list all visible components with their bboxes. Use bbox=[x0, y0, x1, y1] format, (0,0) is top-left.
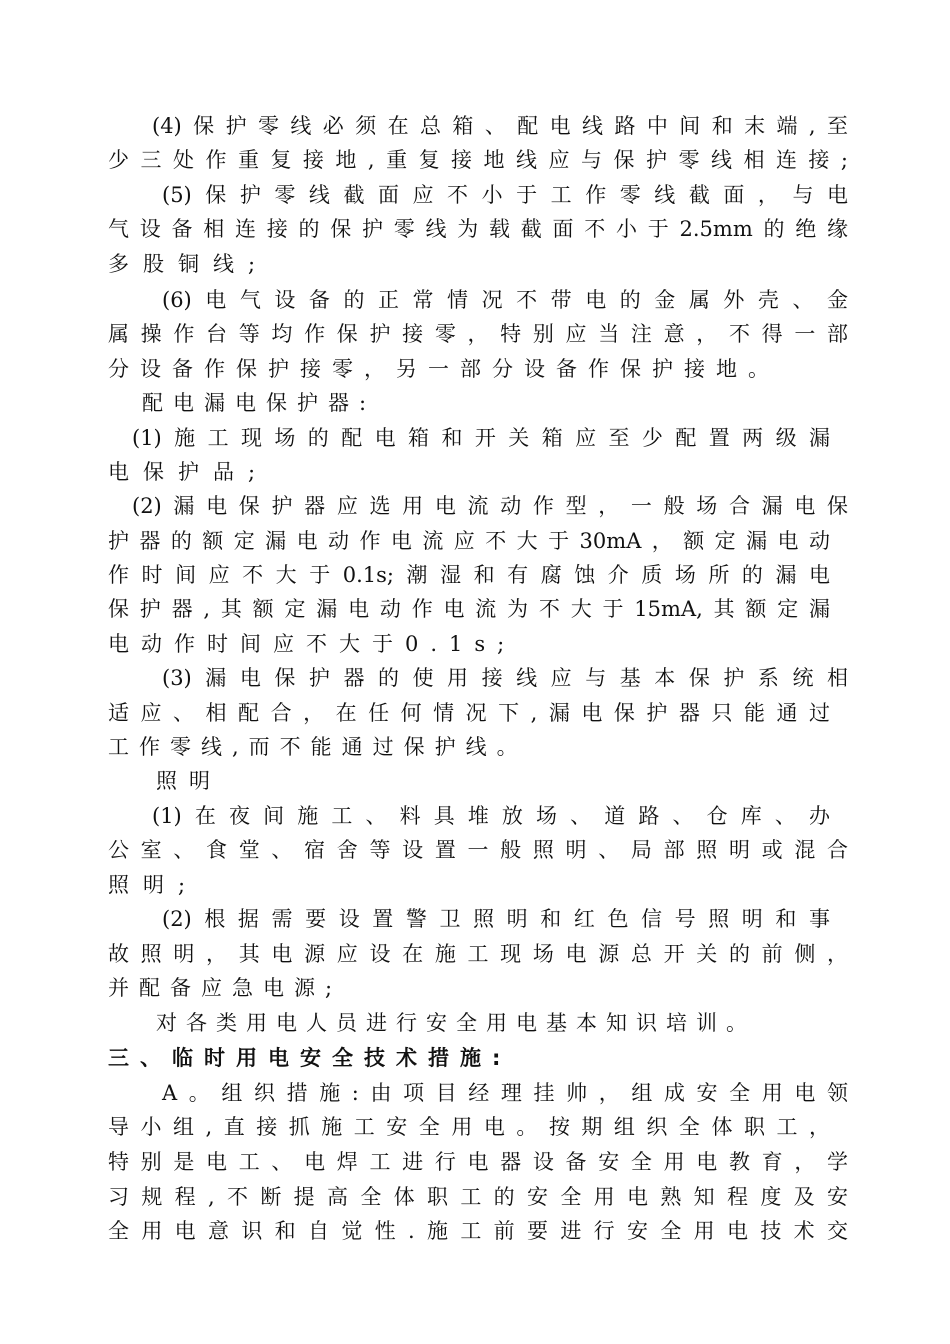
text-line: (6)电气设备的正常情况不带电的金属外壳、金 bbox=[162, 288, 848, 312]
text-line: (5)保护零线截面应不小于工作零线截面，与电 bbox=[162, 183, 848, 207]
text-line: 并配备应急电源; bbox=[108, 976, 343, 1000]
text-line: (2)漏电保护器应选用电流动作型，一般场合漏电保 bbox=[132, 494, 848, 518]
text-line: 属操作台等均作保护接零，特别应当注意，不得一部 bbox=[108, 322, 848, 346]
text-line: 多股铜线; bbox=[108, 252, 270, 276]
text-line: 适应、相配合，在任何情况下,漏电保护器只能通过 bbox=[108, 701, 830, 725]
text-line: 工作零线,而不能通过保护线。 bbox=[108, 735, 528, 759]
text-line: 作时间应不大于0.1s;潮湿和有腐蚀介质场所的漏电 bbox=[108, 563, 830, 587]
text-line: 少三处作重复接地,重复接地线应与保护零线相连接; bbox=[108, 148, 848, 172]
text-line: 保护器,其额定漏电动作电流为不大于15mA,其额定漏 bbox=[108, 597, 830, 621]
text-line: 电保护品; bbox=[108, 460, 270, 484]
text-line: (4)保护零线必须在总箱、配电线路中间和末端,至 bbox=[152, 114, 848, 138]
text-line: (2)根据需要设置警卫照明和红色信号照明和事 bbox=[162, 907, 830, 931]
section-heading: 三、临时用电安全技术措施: bbox=[108, 1046, 512, 1070]
text-line: 分设备作保护接零，另一部分设备作保护接地。 bbox=[108, 357, 780, 381]
text-line: 全用电意识和自觉性.施工前要进行安全用电技术交 bbox=[108, 1219, 848, 1243]
text-line: (1)在夜间施工、料具堆放场、道路、仓库、办 bbox=[152, 804, 830, 828]
text-line: 护器的额定漏电动作电流应不大于30mA，额定漏电动 bbox=[108, 529, 830, 553]
text-line: 电动作时间应不大于0.1s; bbox=[108, 632, 517, 656]
text-line: 特别是电工、电焊工进行电器设备安全用电教育，学 bbox=[108, 1150, 848, 1174]
text-line: (3)漏电保护器的使用接线应与基本保护系统相 bbox=[162, 666, 848, 690]
text-line: 习规程,不断提高全体职工的安全用电熟知程度及安 bbox=[108, 1185, 848, 1209]
text-line: 气设备相连接的保护零线为载截面不小于2.5mm的绝缘 bbox=[108, 217, 848, 241]
text-line: A。组织措施:由项目经理挂帅，组成安全用电领 bbox=[162, 1081, 848, 1105]
section-heading: 照明 bbox=[156, 769, 222, 793]
text-line: 照明; bbox=[108, 873, 200, 897]
text-line: 对各类用电人员进行安全用电基本知识培训。 bbox=[156, 1011, 756, 1035]
text-line: (1)施工现场的配电箱和开关箱应至少配置两级漏 bbox=[132, 426, 830, 450]
text-line: 故照明，其电源应设在施工现场电源总开关的前侧， bbox=[108, 942, 848, 966]
section-heading: 配电漏电保护器: bbox=[142, 391, 377, 415]
text-line: 导小组,直接抓施工安全用电。按期组织全体职工， bbox=[108, 1115, 830, 1139]
text-line: 公室、食堂、宿舍等设置一般照明、局部照明或混合 bbox=[108, 838, 848, 862]
